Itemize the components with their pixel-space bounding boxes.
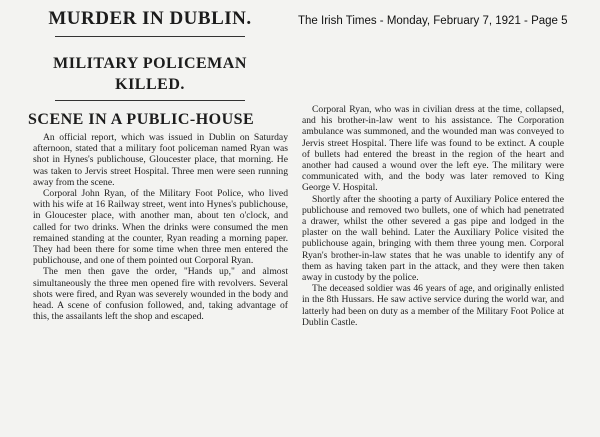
left-paragraph-3: The men then gave the order, "Hands up," and almost simultaneously the three men opened fire with revolvers. Several shots were fired, and Ryan was severely wounded in the body and head. A scene of confusion followed, and, taking advantage of this, the assailants left the shop and escaped. xyxy=(33,266,288,323)
headline-rule xyxy=(55,36,245,37)
left-column xyxy=(33,132,288,322)
left-paragraph-2: Corporal John Ryan, of the Military Foot Police, who lived with his wife at 16 Railway street, went into Hynes's publichouse, in Gloucester place, with another man, about ten o'clock, and called for two drinks. When the drinks were consumed the men remained standing at the counter, Ryan reading a morning paper. They had been there for some time when three men entered the publichouse, and one of them pointed out Corporal Ryan. xyxy=(33,188,288,267)
left-paragraph-1: An official report, which was issued in Dublin on Saturday afternoon, stated that a military foot policeman named Ryan was shot in Hynes's publichouse, Gloucester place, that morning. He was taken to Jervis street Hospital. Three men were seen running away from the scene. xyxy=(33,132,288,188)
subheadline-1: MILITARY POLICEMAN xyxy=(53,55,247,72)
right-paragraph-1: Corporal Ryan, who was in civilian dress at the time, collapsed, and his brother-in-law went to his assistance. The Corporation ambulance was summoned, and the wounded man was conveyed to Jervis street Hospital. There life was found to be extinct. A couple of bullets had entered the breast in the region of the heart and another had caused a wound over the left eye. The military were communicated with, and the body was later removed to King George V. Hospital. xyxy=(302,104,564,194)
right-column xyxy=(302,104,564,328)
right-paragraph-3: The deceased soldier was 46 years of age, and originally enlisted in the 8th Hussars. He saw active service during the world war, and latterly had been on duty as a member of the Military Foot Police at Dublin Castle. xyxy=(302,283,564,328)
subheadline-2: KILLED. xyxy=(115,76,185,93)
main-headline: MURDER IN DUBLIN. xyxy=(48,8,252,29)
subheadline-rule xyxy=(55,100,245,101)
source-caption: The Irish Times - Monday, February 7, 1921 - Page 5 xyxy=(298,15,568,27)
right-paragraph-2: Shortly after the shooting a party of Auxiliary Police entered the publichouse and removed two bullets, one of which had penetrated a drawer, whilst the other severed a gas pipe and lodged in the plaster on the wall behind. Later the Auxiliary Police visited the publichouse again, bringing with them three young men. Corporal Ryan's brother-in-law states that he was unable to identify any of them as having taken part in the attack, and they were then taken away in custody by the police. xyxy=(302,193,564,284)
section-headline: SCENE IN A PUBLIC-HOUSE xyxy=(28,111,255,128)
